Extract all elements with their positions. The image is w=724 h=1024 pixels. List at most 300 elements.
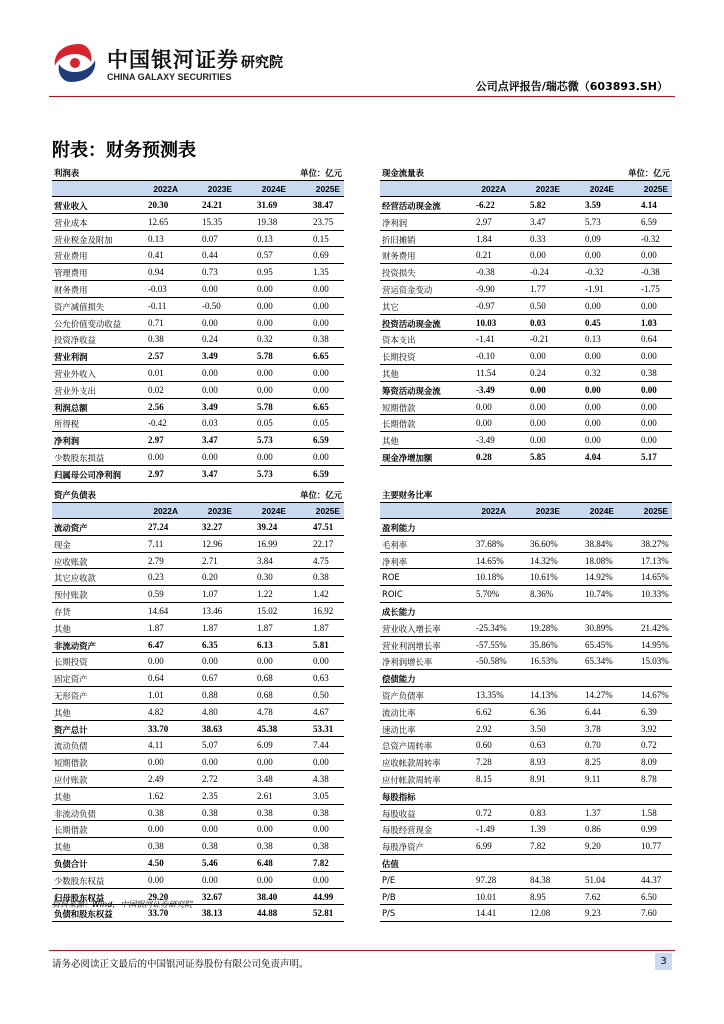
- row-value: 5.46: [202, 857, 218, 868]
- table-row: [52, 704, 344, 721]
- table-row: [380, 382, 672, 399]
- row-value: 0.00: [257, 367, 273, 378]
- row-label: 经营活动现金流: [382, 201, 441, 211]
- row-label: 总资产周转率: [382, 741, 433, 752]
- row-value: 4.75: [313, 555, 329, 566]
- row-value: -0.03: [148, 283, 167, 294]
- row-value: 0.00: [313, 874, 329, 885]
- row-value: 0.00: [202, 384, 218, 395]
- row-value: 15.02: [257, 605, 278, 616]
- row-value: 2.61: [257, 790, 273, 801]
- table-row: [52, 637, 344, 654]
- row-value: 2.97: [476, 216, 492, 227]
- row-label: 其他: [54, 842, 71, 853]
- table-row: [52, 197, 344, 214]
- column-header: 2023E: [535, 184, 560, 194]
- table-row: [380, 889, 672, 906]
- row-value: 4.50: [148, 857, 164, 868]
- row-value: 14.64: [148, 605, 169, 616]
- table-row: [380, 771, 672, 788]
- row-value: 0.00: [585, 250, 601, 261]
- row-value: 14.92%: [585, 572, 613, 583]
- table-header: [52, 488, 344, 503]
- row-value: 0.00: [257, 757, 273, 768]
- row-value: -1.41: [476, 334, 495, 345]
- row-value: 0.00: [530, 351, 546, 362]
- row-value: 7.60: [641, 908, 657, 919]
- row-value: 0.86: [585, 824, 601, 835]
- row-value: 6.36: [530, 706, 546, 717]
- table-row: [380, 536, 672, 553]
- row-value: 0.38: [148, 841, 164, 852]
- row-value: 12.08: [530, 908, 551, 919]
- row-value: 0.00: [257, 283, 273, 294]
- row-value: 6.39: [641, 706, 657, 717]
- table-row: [380, 365, 672, 382]
- row-label: 长期投资: [382, 352, 416, 363]
- row-value: 8.09: [641, 757, 657, 768]
- row-value: 3.59: [585, 200, 601, 210]
- table-row: [380, 264, 672, 281]
- row-value: 4.78: [257, 706, 273, 717]
- company-logo: [49, 40, 289, 90]
- table-row: [380, 905, 672, 922]
- row-value: 0.00: [530, 250, 546, 261]
- row-value: 5.07: [202, 740, 218, 751]
- table-row: [52, 788, 344, 805]
- row-value: 37.68%: [476, 538, 504, 549]
- row-label: 每股指标: [382, 791, 416, 802]
- row-value: 0.00: [641, 351, 657, 362]
- row-value: 8.25: [585, 757, 601, 768]
- row-label: 营业收入增长率: [382, 623, 441, 634]
- row-label: 其他: [382, 436, 399, 447]
- row-value: 2.97: [148, 468, 164, 479]
- row-label: 现金净增加额: [382, 452, 433, 463]
- row-value: 9.11: [585, 773, 601, 784]
- row-value: 0.00: [641, 401, 657, 412]
- row-value: 0.00: [313, 384, 329, 395]
- row-value: 13.46: [202, 605, 223, 616]
- row-value: 0.00: [148, 874, 164, 885]
- row-value: 9.20: [585, 841, 601, 852]
- column-header: 2025E: [643, 506, 668, 516]
- row-value: 1.42: [313, 589, 329, 600]
- row-label: 每股收益: [382, 808, 416, 819]
- row-value: 14.27%: [585, 689, 613, 700]
- table-row: [380, 214, 672, 231]
- column-header: 2022A: [153, 184, 178, 194]
- row-value: 20.30: [148, 200, 169, 210]
- row-value: 0.03: [202, 418, 218, 429]
- row-value: 44.37: [641, 874, 662, 885]
- row-label: 营业利润增长率: [382, 640, 441, 651]
- row-value: 0.24: [202, 334, 218, 345]
- table-row: [52, 872, 344, 889]
- row-value: 5.78: [257, 351, 273, 362]
- row-value: 0.00: [148, 451, 164, 462]
- row-label: 其他: [382, 368, 399, 379]
- row-value: 4.82: [148, 706, 164, 717]
- table-row: [380, 788, 672, 805]
- row-value: 0.00: [585, 351, 601, 362]
- table-header: [380, 166, 672, 181]
- table-row: [52, 553, 344, 570]
- row-value: 29.20: [148, 891, 169, 902]
- row-value: 18.08%: [585, 555, 613, 566]
- row-label: 净利润增长率: [382, 657, 433, 668]
- row-value: 0.02: [148, 384, 164, 395]
- row-value: 19.38: [257, 216, 278, 227]
- table-row: [52, 298, 344, 315]
- row-value: 13.35%: [476, 689, 504, 700]
- row-value: -0.42: [148, 418, 167, 429]
- table-header: [380, 488, 672, 503]
- institute-name: 研究院: [241, 55, 283, 71]
- row-value: 38.27%: [641, 538, 669, 549]
- row-label: 长期借款: [54, 825, 88, 836]
- row-label: 营业外收入: [54, 368, 96, 379]
- row-label: 流动负债: [54, 741, 88, 752]
- row-label: 少数股东权益: [54, 875, 105, 886]
- page-number: 3: [655, 953, 672, 970]
- row-value: 0.28: [476, 451, 492, 462]
- row-value: 3.50: [530, 723, 546, 734]
- row-label: 营业外支出: [54, 385, 96, 396]
- row-value: 38.63: [202, 723, 223, 734]
- row-value: 7.44: [313, 740, 329, 751]
- row-label: 流动比率: [382, 707, 416, 718]
- table-row: [52, 821, 344, 838]
- table-row: [52, 687, 344, 704]
- row-value: 0.38: [313, 572, 329, 583]
- row-value: 33.70: [148, 908, 169, 919]
- table-row: [52, 331, 344, 348]
- table-row: [52, 399, 344, 416]
- row-value: 22.17: [313, 538, 334, 549]
- row-label: 利润总额: [54, 402, 88, 413]
- row-value: 6.47: [148, 639, 164, 650]
- table-row: [52, 214, 344, 231]
- column-headers: [380, 181, 672, 197]
- row-value: 6.59: [641, 216, 657, 227]
- row-value: 4.80: [202, 706, 218, 717]
- row-value: -0.11: [148, 300, 167, 311]
- row-value: 10.33%: [641, 589, 669, 600]
- row-value: 1.22: [257, 589, 273, 600]
- row-value: 0.41: [148, 250, 164, 261]
- row-value: 0.00: [530, 418, 546, 429]
- table-row: [380, 637, 672, 654]
- row-value: 23.75: [313, 216, 334, 227]
- table-row: [380, 821, 672, 838]
- row-label: 其他: [54, 707, 71, 718]
- row-value: 10.18%: [476, 572, 504, 583]
- row-label: 应收账款: [54, 556, 88, 567]
- row-value: 8.93: [530, 757, 546, 768]
- row-value: 0.00: [257, 656, 273, 667]
- row-value: 0.00: [313, 367, 329, 378]
- row-label: 估值: [382, 858, 399, 869]
- row-value: -1.75: [641, 283, 660, 294]
- row-value: 0.00: [257, 874, 273, 885]
- row-label: 非流动资产: [54, 640, 96, 651]
- row-value: 0.71: [148, 317, 164, 328]
- row-value: -0.50: [202, 300, 221, 311]
- table-row: [380, 838, 672, 855]
- row-label: 少数股东损益: [54, 452, 105, 463]
- row-value: 5.73: [257, 468, 273, 479]
- row-value: -1.91: [585, 283, 604, 294]
- row-value: 2.92: [476, 723, 492, 734]
- table-row: [52, 432, 344, 449]
- row-value: 8.91: [530, 773, 546, 784]
- table-row: [380, 670, 672, 687]
- row-label: 偿债能力: [382, 674, 416, 685]
- row-value: 0.00: [257, 317, 273, 328]
- table-row: [52, 449, 344, 466]
- row-value: 0.69: [313, 250, 329, 261]
- galaxy-logo-icon: [49, 40, 101, 86]
- table-row: [380, 247, 672, 264]
- row-value: 31.69: [257, 200, 278, 210]
- row-value: 17.13%: [641, 555, 669, 566]
- table-row: [52, 838, 344, 855]
- row-value: -3.49: [476, 435, 495, 446]
- row-value: -3.49: [476, 384, 495, 395]
- table-row: [380, 315, 672, 332]
- row-value: 0.00: [641, 384, 657, 395]
- row-value: 0.13: [257, 233, 273, 244]
- table-header: [52, 166, 344, 181]
- row-value: 0.64: [641, 334, 657, 345]
- row-label: 资产减值损失: [54, 301, 105, 312]
- row-value: 1.87: [313, 622, 329, 633]
- table-row: [52, 586, 344, 603]
- column-header: 2025E: [315, 184, 340, 194]
- row-label: 短期借款: [382, 402, 416, 413]
- row-value: 0.24: [530, 367, 546, 378]
- row-value: 0.00: [257, 451, 273, 462]
- row-value: 6.65: [313, 401, 329, 412]
- row-label: 资产负债率: [382, 690, 424, 701]
- row-value: 0.64: [148, 673, 164, 684]
- row-label: P/B: [382, 891, 396, 902]
- row-label: 筹资活动现金流: [382, 385, 441, 396]
- row-value: 4.67: [313, 706, 329, 717]
- table-row: [380, 331, 672, 348]
- row-value: 0.83: [530, 807, 546, 818]
- header-divider: [49, 96, 675, 97]
- row-value: 0.15: [313, 233, 329, 244]
- row-label: 其它应收款: [54, 573, 96, 584]
- table-row: [380, 569, 672, 586]
- row-value: 9.23: [585, 908, 601, 919]
- row-value: 10.77: [641, 841, 662, 852]
- row-value: 3.47: [530, 216, 546, 227]
- row-value: -50.58%: [476, 656, 507, 667]
- row-value: 21.42%: [641, 622, 669, 633]
- row-value: -0.38: [476, 267, 495, 278]
- row-label: 长期借款: [382, 419, 416, 430]
- row-value: 0.38: [313, 841, 329, 852]
- table-row: [380, 553, 672, 570]
- cash-flow-table: [380, 166, 672, 466]
- row-value: 15.03%: [641, 656, 669, 667]
- row-value: 10.03: [476, 317, 497, 328]
- table-title: 主要财务比率: [382, 490, 433, 500]
- row-value: 0.72: [476, 807, 492, 818]
- row-label: 固定资产: [54, 674, 88, 685]
- row-value: 0.38: [148, 334, 164, 345]
- row-value: 0.00: [148, 757, 164, 768]
- row-label: 投资活动现金流: [382, 318, 441, 329]
- table-row: [380, 298, 672, 315]
- row-label: 预付账款: [54, 590, 88, 601]
- row-value: 0.00: [202, 874, 218, 885]
- row-label: 成长能力: [382, 606, 416, 617]
- table-title: 利润表: [54, 168, 80, 178]
- row-label: 资产总计: [54, 724, 88, 735]
- row-value: 52.81: [313, 908, 334, 919]
- row-label: 营业成本: [54, 217, 88, 228]
- row-value: -1.49: [476, 824, 495, 835]
- table-title: 资产负债表: [54, 490, 96, 500]
- row-label: 资本支出: [382, 335, 416, 346]
- table-row: [380, 399, 672, 416]
- row-value: 6.50: [641, 891, 657, 902]
- row-value: 0.00: [313, 451, 329, 462]
- row-value: 7.62: [585, 891, 601, 902]
- row-value: 7.82: [530, 841, 546, 852]
- table-row: [380, 449, 672, 466]
- table-row: [380, 805, 672, 822]
- row-value: 0.00: [313, 317, 329, 328]
- row-value: 0.94: [148, 267, 164, 278]
- row-value: 0.00: [148, 656, 164, 667]
- row-value: 0.33: [530, 233, 546, 244]
- table-title: 现金流量表: [382, 168, 424, 178]
- row-value: 0.00: [641, 250, 657, 261]
- row-value: 7.28: [476, 757, 492, 768]
- row-value: -0.97: [476, 300, 495, 311]
- row-value: 3.92: [641, 723, 657, 734]
- row-value: 0.59: [148, 589, 164, 600]
- row-value: 0.38: [202, 807, 218, 818]
- row-value: 5.78: [257, 401, 273, 412]
- row-value: 14.95%: [641, 639, 669, 650]
- row-value: -9.90: [476, 283, 495, 294]
- column-header: 2023E: [207, 506, 232, 516]
- column-header: 2024E: [589, 184, 614, 194]
- row-value: 5.82: [530, 200, 546, 210]
- row-value: 32.27: [202, 522, 223, 532]
- row-value: 11.54: [476, 367, 496, 378]
- row-label: 折旧摊销: [382, 234, 416, 245]
- row-value: -0.10: [476, 351, 495, 362]
- row-value: 38.13: [202, 908, 223, 919]
- row-value: 0.00: [641, 435, 657, 446]
- row-value: 27.24: [148, 522, 169, 532]
- row-value: 5.73: [257, 435, 273, 446]
- row-value: 10.74%: [585, 589, 613, 600]
- row-value: 0.73: [202, 267, 218, 278]
- row-value: 0.88: [202, 689, 218, 700]
- row-value: 84.38: [530, 874, 551, 885]
- row-value: 12.96: [202, 538, 223, 549]
- row-value: 4.38: [313, 773, 329, 784]
- row-value: 32.67: [202, 891, 223, 902]
- row-label: 所得税: [54, 419, 80, 430]
- row-value: 1.07: [202, 589, 218, 600]
- row-label: 应付帐款周转率: [382, 774, 441, 785]
- row-value: 1.84: [476, 233, 492, 244]
- row-value: 16.53%: [530, 656, 558, 667]
- row-value: -0.21: [530, 334, 549, 345]
- brand-name-en: CHINA GALAXY SECURITIES: [107, 72, 232, 82]
- row-value: 0.23: [148, 572, 164, 583]
- row-value: 38.40: [257, 891, 278, 902]
- row-value: 0.45: [585, 317, 601, 328]
- table-row: [380, 620, 672, 637]
- row-value: 0.57: [257, 250, 273, 261]
- row-label: 财务费用: [54, 284, 88, 295]
- row-value: -57.55%: [476, 639, 507, 650]
- row-value: 0.00: [202, 451, 218, 462]
- row-label: 管理费用: [54, 268, 88, 279]
- row-label: 营业收入: [54, 201, 88, 211]
- row-value: 6.35: [202, 639, 218, 650]
- row-value: 0.38: [313, 807, 329, 818]
- financial-ratios-table: [380, 488, 672, 922]
- row-value: 0.38: [148, 807, 164, 818]
- row-label: 投资净收益: [54, 335, 96, 346]
- table-row: [380, 721, 672, 738]
- row-value: 0.00: [202, 656, 218, 667]
- row-label: 净利润: [382, 217, 408, 228]
- column-headers: [380, 503, 672, 519]
- row-value: 0.05: [257, 418, 273, 429]
- row-value: 19.28%: [530, 622, 558, 633]
- table-row: [52, 737, 344, 754]
- row-value: 3.49: [202, 401, 218, 412]
- row-value: 0.00: [530, 384, 546, 395]
- table-row: [380, 348, 672, 365]
- row-value: 0.63: [530, 740, 546, 751]
- table-unit: 单位：亿元: [300, 490, 342, 500]
- row-value: 0.00: [530, 435, 546, 446]
- row-value: 0.95: [257, 267, 273, 278]
- row-label: 公允价值变动收益: [54, 318, 121, 329]
- row-value: 4.11: [148, 740, 164, 751]
- page-title: 附表：财务预测表: [52, 140, 196, 161]
- row-label: ROE: [382, 572, 400, 583]
- row-value: 0.38: [641, 367, 657, 378]
- table-row: [380, 432, 672, 449]
- table-row: [52, 805, 344, 822]
- row-value: 4.04: [585, 451, 601, 462]
- row-value: 0.68: [257, 673, 273, 684]
- row-value: 1.87: [202, 622, 218, 633]
- row-value: 0.00: [202, 824, 218, 835]
- row-value: 44.88: [257, 908, 278, 919]
- row-value: 0.00: [313, 656, 329, 667]
- row-value: 0.50: [530, 300, 546, 311]
- row-value: 6.13: [257, 639, 273, 650]
- row-label: 净利润: [54, 436, 80, 447]
- table-row: [52, 382, 344, 399]
- row-label: 投资损失: [382, 268, 416, 279]
